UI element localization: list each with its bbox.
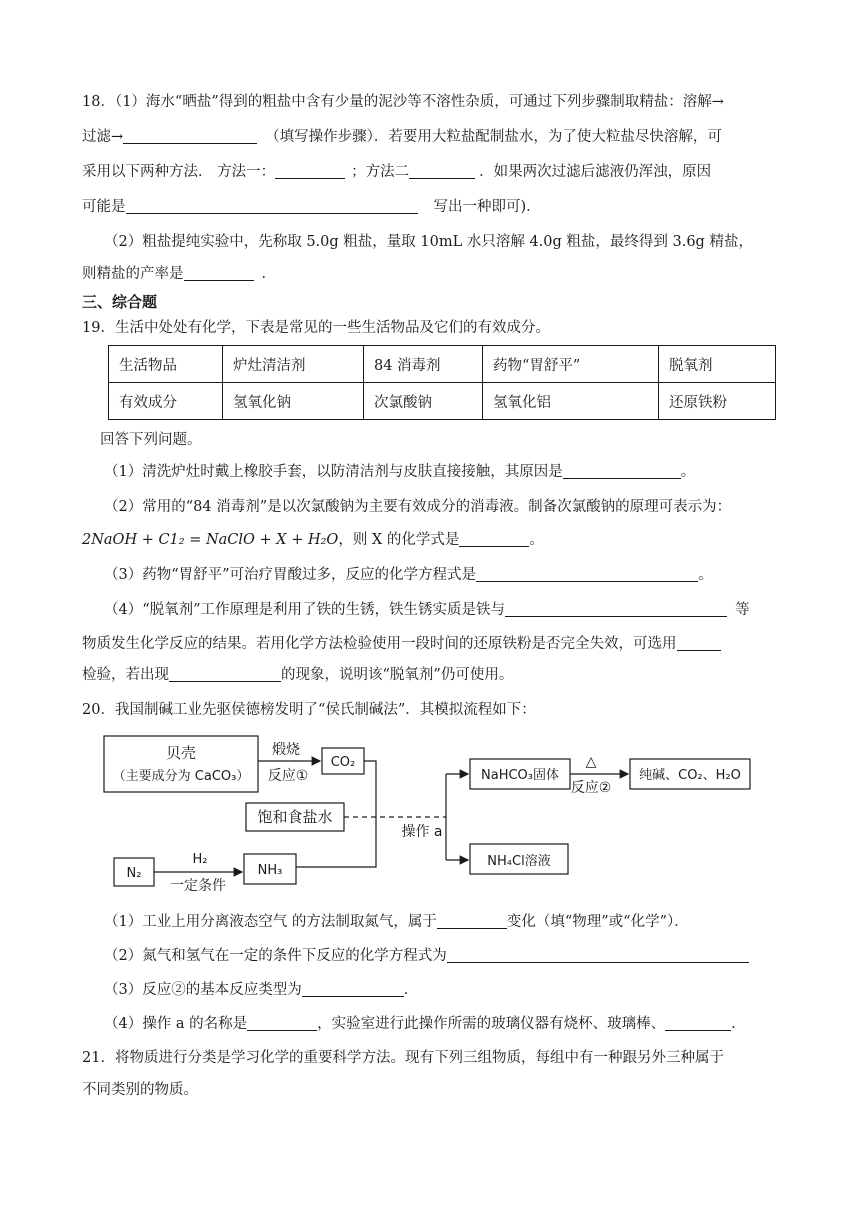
reaction2-label: 反应② xyxy=(570,780,612,796)
q21-line2: 不同类别的物质。 xyxy=(82,1082,198,1098)
answer-blank[interactable] xyxy=(126,198,418,214)
answer-blank[interactable] xyxy=(409,163,475,179)
calcine-label: 煅烧 xyxy=(272,742,300,758)
table-cell: 氢氧化铝 xyxy=(483,383,659,420)
q20-part1: （1）工业上用分离液态空气 的方法制取氮气，属于 变化（填“物理”或“化学”）． xyxy=(104,914,689,930)
heat-label: △ xyxy=(585,754,597,770)
q19-part4-line2: 物质发生化学反应的结果。若用化学方法检验使用一段时间的还原铁粉是否完全失效，可选用 xyxy=(82,634,721,654)
q20-stem: 20．我国制碱工业先驱侯德榜发明了“侯氏制碱法”．其模拟流程如下： xyxy=(82,702,536,718)
q19-part2: （2）常用的“84 消毒剂”是以次氯酸钠为主要有效成分的消毒液。制备次氯酸钠的原理可表示为： xyxy=(104,499,732,515)
brine-label: 饱和食盐水 xyxy=(257,808,333,826)
table-cell: 药物“胃舒平” xyxy=(483,346,659,383)
q20-part4: （4）操作 a 的名称是 ，实验室进行此操作所需的玻璃仪器有烧杯、玻璃棒、 ． xyxy=(104,1016,746,1032)
nahco3-label: NaHCO₃固体 xyxy=(481,768,559,783)
q20-part2: （2）氮气和氢气在一定的条件下反应的化学方程式为 xyxy=(104,946,749,966)
answer-blank[interactable] xyxy=(169,666,281,682)
process-flow-diagram xyxy=(100,732,770,902)
table-cell: 有效成分 xyxy=(109,383,223,420)
q21-line1: 21．将物质进行分类是学习化学的重要科学方法。现有下列三组物质，每组中有一种跟另外三种属于 xyxy=(82,1050,724,1066)
table-cell: 84 消毒剂 xyxy=(364,346,483,383)
operation-a-label: 操作 a xyxy=(401,824,443,840)
q19-answer-prompt: 回答下列问题。 xyxy=(100,432,202,448)
answer-blank[interactable] xyxy=(123,128,257,144)
condition-label: 一定条件 xyxy=(170,878,226,894)
table-cell: 氢氧化钠 xyxy=(223,383,364,420)
q19-part2-equation-line: 2NaOH + C1₂ = NaClO + X + H₂O，则 X 的化学式是 。 xyxy=(82,532,544,548)
shell-label: 贝壳 xyxy=(165,744,197,762)
co2-label: CO₂ xyxy=(330,755,356,770)
q19-part4-line3: 检验，若出现 的现象，说明该“脱氧剂”仍可使用。 xyxy=(82,667,514,683)
q19-part3: （3）药物“胃舒平”可治疗胃酸过多，反应的化学方程式是 。 xyxy=(104,567,713,583)
h2-label: H₂ xyxy=(192,852,208,867)
n2-label: N₂ xyxy=(126,866,142,881)
q19-part1: （1）清洗炉灶时戴上橡胶手套，以防清洁剂与皮肤直接接触，其原因是 。 xyxy=(104,464,696,480)
table-row xyxy=(109,346,776,383)
q18-line3: 采用以下两种方法． 方法一： ；方法二 ．如果两次过滤后滤液仍浑浊，原因 xyxy=(82,164,712,180)
q19-stem: 19．生活中处处有化学，下表是常见的一些生活物品及它们的有效成分。 xyxy=(82,320,550,336)
reaction1-label: 反应① xyxy=(267,768,309,784)
answer-blank[interactable] xyxy=(476,566,698,582)
table-cell: 炉灶清洁剂 xyxy=(223,346,364,383)
answer-blank[interactable] xyxy=(505,601,727,617)
q18-part2-line1: （2）粗盐提纯实验中，先称取 5.0g 粗盐，量取 10mL 水只溶解 4.0g 粗盐，最终得到 3.6g 精盐， xyxy=(104,234,753,250)
answer-blank[interactable] xyxy=(184,265,254,281)
answer-blank[interactable] xyxy=(677,635,721,651)
table-row xyxy=(109,383,776,420)
q18-line2: 过滤→ （填写操作步骤）．若要用大粒盐配制盐水，为了使大粒盐尽快溶解，可 xyxy=(82,129,722,145)
q19-part4: （4）“脱氧剂”工作原理是利用了铁的生锈，铁生锈实质是铁与 等 xyxy=(104,602,750,618)
nh3-label: NH₃ xyxy=(257,863,283,878)
answer-blank[interactable] xyxy=(275,163,345,179)
answer-blank[interactable] xyxy=(247,1015,317,1031)
answer-blank[interactable] xyxy=(563,463,681,479)
chemical-equation: 2NaOH + C1₂ = NaClO + X + H₂O xyxy=(82,532,339,548)
table-cell: 还原铁粉 xyxy=(659,383,776,420)
table-cell: 次氯酸钠 xyxy=(364,383,483,420)
products-label: 纯碱、CO₂、H₂O xyxy=(639,768,741,783)
table-cell: 脱氧剂 xyxy=(659,346,776,383)
section-title: 三、综合题 xyxy=(82,293,158,311)
q20-part3: （3）反应②的基本反应类型为 ． xyxy=(104,982,419,998)
shell-subtitle: （主要成分为 CaCO₃） xyxy=(112,769,250,784)
q18-line4: 可能是 写出一种即可)． xyxy=(82,199,541,215)
nh4cl-label: NH₄Cl溶液 xyxy=(487,854,551,869)
items-table xyxy=(108,345,776,420)
answer-blank[interactable] xyxy=(302,981,404,997)
q18-part2-line2: 则精盐的产率是 ． xyxy=(82,266,276,282)
answer-blank[interactable] xyxy=(447,947,749,963)
answer-blank[interactable] xyxy=(437,913,507,929)
answer-blank[interactable] xyxy=(459,531,529,547)
answer-blank[interactable] xyxy=(665,1015,731,1031)
table-cell: 生活物品 xyxy=(109,346,223,383)
q18-line1: 18．（1）海水“晒盐”得到的粗盐中含有少量的泥沙等不溶性杂质，可通过下列步骤制取精盐：溶解→ xyxy=(82,94,724,110)
